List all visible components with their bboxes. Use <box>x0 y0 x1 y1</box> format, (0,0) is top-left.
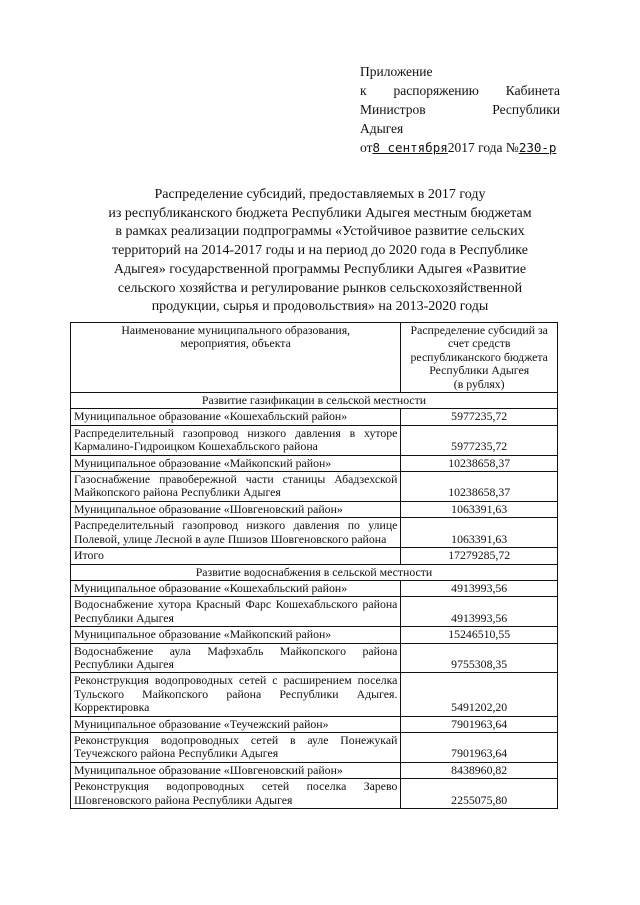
table-row <box>71 673 558 716</box>
section-row <box>71 564 558 580</box>
year-text: 2017 года № <box>447 140 519 155</box>
appendix-word: распоряжению <box>393 83 479 98</box>
row-name: Муниципальное образование «Майкопский район» <box>71 455 401 471</box>
row-name: Реконструкция водопроводных сетей с расширением поселка Тульского Майкопского района Республики Адыгея. Корректировка <box>71 673 401 716</box>
title-line: Адыгея» государственной программы Республики Адыгея «Развитие <box>113 261 527 277</box>
table-row <box>71 627 558 643</box>
appendix-block <box>360 62 560 157</box>
row-name: Муниципальное образование «Теучежский район» <box>71 716 401 732</box>
subsidy-table <box>70 322 558 809</box>
appendix-line-2 <box>360 100 560 119</box>
row-name: Водоснабжение хутора Красный Фарс Кошехабльского района Республики Адыгея <box>71 597 401 627</box>
table-row <box>71 643 558 673</box>
header-amount-cell <box>401 323 558 393</box>
table-row <box>71 779 558 809</box>
title-line: в рамках реализации подпрограммы «Устойчивое развитие сельских <box>115 224 525 240</box>
row-name: Распределительный газопровод низкого давления в хуторе Кармалино-Гидроицком Кошехабльского района <box>71 425 401 455</box>
appendix-word: Министров <box>360 102 426 117</box>
table-row <box>71 425 558 455</box>
title-line: Распределение субсидий, предоставляемых в 2017 году <box>154 187 486 202</box>
total-row <box>71 548 558 564</box>
table-header-row <box>71 323 558 393</box>
row-amount: 10238658,37 <box>401 455 558 471</box>
title-line: продукции, сырья и продовольствия» на 2013-2020 годы <box>151 299 489 315</box>
row-name: Итого <box>71 548 401 564</box>
row-amount: 1063391,63 <box>401 518 558 548</box>
row-name: Муниципальное образование «Кошехабльский район» <box>71 580 401 596</box>
document-title <box>70 186 570 317</box>
header-name-line: Наименование муниципального образования, <box>121 323 351 337</box>
table-row <box>71 716 558 732</box>
row-amount: 7901963,64 <box>401 716 558 732</box>
header-name-cell <box>71 323 401 393</box>
header-amount-line: счет средств <box>447 336 511 351</box>
title-line: из республиканского бюджета Республики Адыгея местным бюджетам <box>108 205 532 221</box>
section-title: Развитие водоснабжения в сельской местности <box>71 564 558 580</box>
table-row <box>71 580 558 596</box>
row-amount: 8438960,82 <box>401 762 558 778</box>
row-amount: 9755308,35 <box>401 643 558 673</box>
appendix-word: Республики <box>492 102 560 117</box>
row-name: Муниципальное образование «Шовгеновский район» <box>71 501 401 517</box>
row-amount: 4913993,56 <box>401 580 558 596</box>
row-amount: 17279285,72 <box>401 548 558 564</box>
table-row <box>71 732 558 762</box>
row-amount: 7901963,64 <box>401 732 558 762</box>
header-amount-line: республиканского бюджета <box>410 349 548 364</box>
section-title: Развитие газификации в сельской местности <box>71 393 558 409</box>
table-row <box>71 597 558 627</box>
table-row <box>71 762 558 778</box>
row-amount: 5977235,72 <box>401 409 558 425</box>
header-amount-line: Республики Адыгея <box>429 363 530 378</box>
handwritten-date: 8 сентября <box>372 140 448 155</box>
table-row <box>71 409 558 425</box>
title-line: территорий на 2014-2017 годы и на период до 2020 года в Республике <box>112 243 528 259</box>
header-amount-line: (в рублях) <box>453 376 505 391</box>
row-amount: 2255075,80 <box>401 779 558 809</box>
appendix-line-1 <box>360 81 560 100</box>
date-prefix: от <box>360 140 373 155</box>
appendix-word: Кабинета <box>505 83 560 98</box>
title-line: сельского хозяйства и регулирование рынков сельскохозяйственной <box>117 280 523 296</box>
appendix-line-3: Адыгея <box>360 121 404 136</box>
table-row <box>71 455 558 471</box>
handwritten-number: 230-р <box>518 140 557 155</box>
table-row <box>71 501 558 517</box>
table-row <box>71 518 558 548</box>
header-amount-line: Распределение субсидий за <box>410 323 548 337</box>
row-name: Газоснабжение правобережной части станицы Абадзехской Майкопского района Республики Адыгея <box>71 472 401 502</box>
row-name: Реконструкция водопроводных сетей поселка Зарево Шовгеновского района Республики Адыгея <box>71 779 401 809</box>
section-row <box>71 393 558 409</box>
row-amount: 15246510,55 <box>401 627 558 643</box>
row-name: Муниципальное образование «Шовгеновский район» <box>71 762 401 778</box>
row-amount: 1063391,63 <box>401 501 558 517</box>
row-amount: 5491202,20 <box>401 673 558 716</box>
table-row <box>71 472 558 502</box>
row-amount: 10238658,37 <box>401 472 558 502</box>
appendix-word: к <box>360 83 367 98</box>
row-amount: 4913993,56 <box>401 597 558 627</box>
row-name: Водоснабжение аула Мафэхабль Майкопского района Республики Адыгея <box>71 643 401 673</box>
header-name-line: мероприятия, объекта <box>180 336 291 351</box>
row-amount: 5977235,72 <box>401 425 558 455</box>
row-name: Реконструкция водопроводных сетей в ауле Понежукай Теучежского района Республики Адыгея <box>71 732 401 762</box>
row-name: Муниципальное образование «Майкопский район» <box>71 627 401 643</box>
appendix-date-line <box>360 138 560 157</box>
row-name: Муниципальное образование «Кошехабльский район» <box>71 409 401 425</box>
row-name: Распределительный газопровод низкого давления по улице Полевой, улице Лесной в ауле Пшизов Шовгеновского района <box>71 518 401 548</box>
appendix-title: Приложение <box>360 64 433 79</box>
